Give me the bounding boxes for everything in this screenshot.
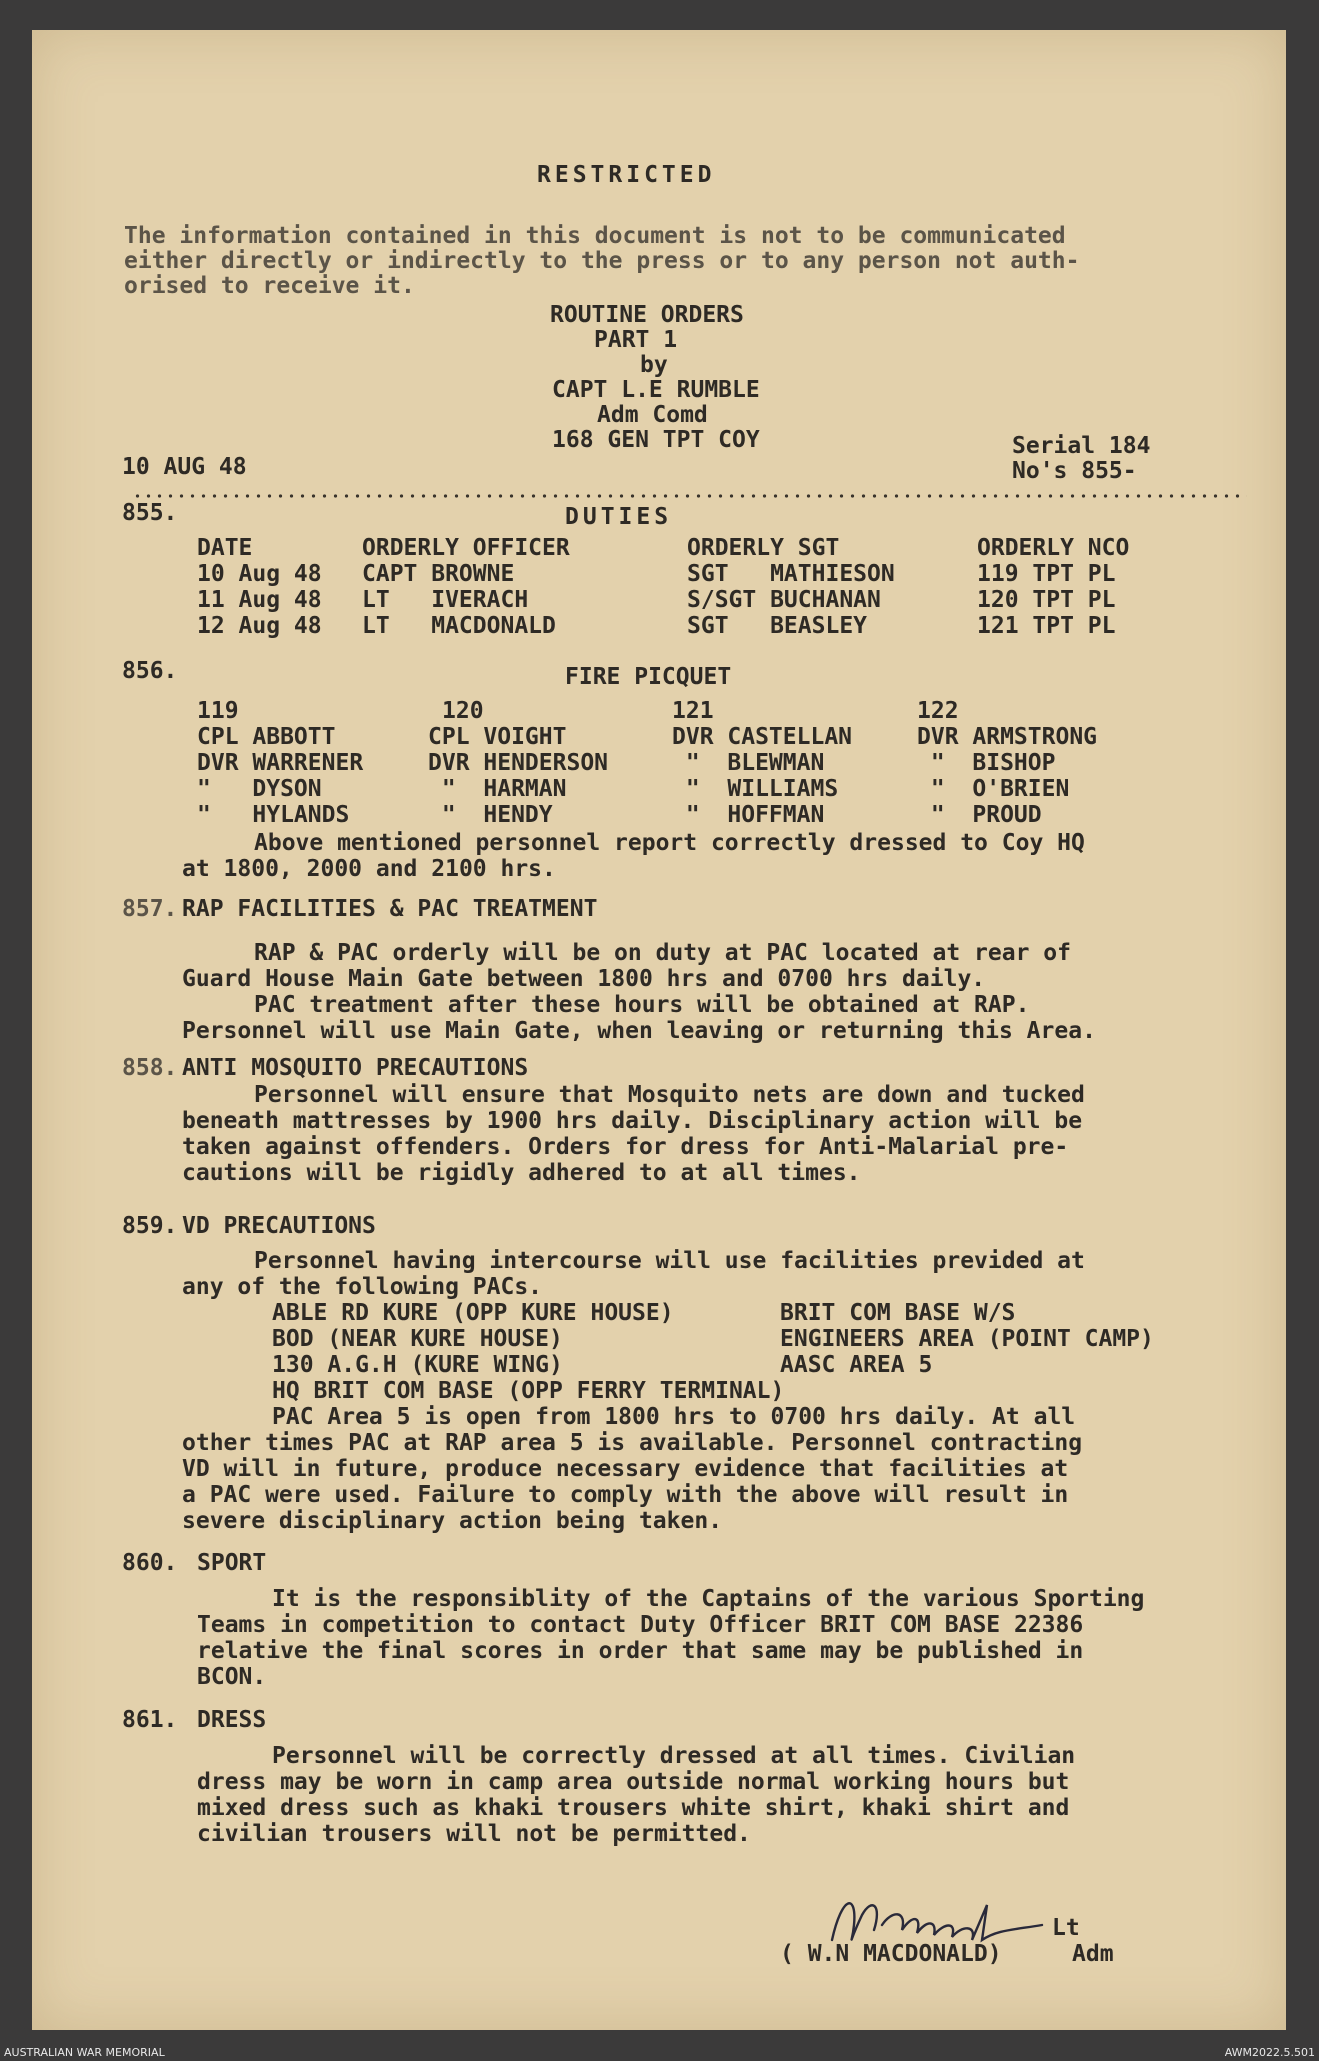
rap-line-1: RAP & PAC orderly will be on duty at PAC located at rear of (254, 940, 1071, 966)
picquet-col-3-unit: 121 (672, 698, 714, 724)
archive-credit: AUSTRALIAN WAR MEMORIAL (4, 2046, 165, 2059)
picquet-col-2-line-3: " HARMAN (428, 776, 567, 802)
duties-header-date: DATE (197, 535, 253, 561)
mosquito-line-4: cautions will be rigidly adhered to at all times. (182, 1160, 861, 1186)
picquet-col-3-line-4: " HOFFMAN (672, 802, 825, 828)
dress-line-2: dress may be worn in camp area outside normal working hours but (197, 1769, 1070, 1795)
section-title-fire-picquet: FIRE PICQUET (565, 664, 732, 690)
vd-line-7: severe disciplinary action being taken. (182, 1508, 723, 1534)
sport-line-3: relative the final scores in order that same may be published in (197, 1638, 1084, 1664)
pac-location-7: AASC AREA 5 (780, 1352, 933, 1378)
section-title-rap: RAP FACILITIES & PAC TREATMENT (182, 896, 598, 922)
duties-row-2-officer: LT IVERACH (362, 587, 529, 613)
title-line-2: PART 1 (594, 327, 678, 353)
picquet-col-1-line-2: DVR WARRENER (197, 750, 364, 776)
section-number-858: 858. (122, 1055, 178, 1081)
rap-line-3: PAC treatment after these hours will be obtained at RAP. (254, 992, 1030, 1018)
mosquito-line-2: beneath mattresses by 1900 hrs daily. Disciplinary action will be (182, 1108, 1083, 1134)
picquet-col-1-unit: 119 (197, 698, 239, 724)
duties-row-2-date: 11 Aug 48 (197, 587, 322, 613)
dress-line-4: civilian trousers will not be permitted. (197, 1821, 751, 1847)
pac-location-5: BRIT COM BASE W/S (780, 1300, 1016, 1326)
title-line-5: Adm Comd (597, 402, 708, 428)
notice-line-2: either directly or indirectly to the press or to any person not auth- (124, 248, 1080, 274)
sport-line-1: It is the responsiblity of the Captains of the various Sporting (272, 1586, 1145, 1612)
pac-location-4: HQ BRIT COM BASE (OPP FERRY TERMINAL) (272, 1378, 785, 1404)
document-page (32, 30, 1286, 2030)
vd-line-2: any of the following PACs. (182, 1274, 543, 1300)
duties-row-3-nco: 121 TPT PL (977, 613, 1116, 639)
duties-row-3-sgt: SGT BEASLEY (687, 613, 868, 639)
title-line-1: ROUTINE ORDERS (550, 302, 744, 328)
section-number-855: 855. (122, 500, 178, 526)
rap-line-2: Guard House Main Gate between 1800 hrs and 0700 hrs daily. (182, 966, 986, 992)
picquet-col-4-line-2: " BISHOP (917, 750, 1056, 776)
archive-reference: AWM2022.5.501 (1224, 2046, 1315, 2059)
vd-line-4: other times PAC at RAP area 5 is available. Personnel contracting (182, 1430, 1083, 1456)
section-title-vd: VD PRECAUTIONS (182, 1213, 376, 1239)
serial-numbers-range: No's 855- (1012, 458, 1137, 484)
serial-number: Serial 184 (1012, 433, 1151, 459)
title-line-4: CAPT L.E RUMBLE (552, 377, 760, 403)
duties-header-sgt: ORDERLY SGT (687, 535, 840, 561)
duties-row-2-nco: 120 TPT PL (977, 587, 1116, 613)
notice-line-1: The information contained in this document is not to be communicated (124, 223, 1066, 249)
picquet-col-1-line-1: CPL ABBOTT (197, 724, 336, 750)
duties-row-1-sgt: SGT MATHIESON (687, 561, 895, 587)
dress-line-3: mixed dress such as khaki trousers white shirt, khaki shirt and (197, 1795, 1070, 1821)
section-title-dress: DRESS (197, 1707, 267, 1733)
picquet-col-4-line-1: DVR ARMSTRONG (917, 724, 1098, 750)
duties-row-1-officer: CAPT BROWNE (362, 561, 515, 587)
vd-line-3: PAC Area 5 is open from 1800 hrs to 0700 hrs daily. At all (272, 1404, 1076, 1430)
section-number-857: 857. (122, 896, 178, 922)
picquet-col-2-unit: 120 (442, 698, 484, 724)
picquet-col-1-line-4: " HYLANDS (197, 802, 350, 828)
signature-rank: Lt (1052, 1915, 1080, 1941)
duties-row-1-date: 10 Aug 48 (197, 561, 322, 587)
rap-line-4: Personnel will use Main Gate, when leaving or returning this Area. (182, 1018, 1096, 1044)
sport-line-2: Teams in competition to contact Duty Officer BRIT COM BASE 22386 (197, 1612, 1084, 1638)
picquet-col-2-line-1: CPL VOIGHT (428, 724, 567, 750)
picquet-note-line-1: Above mentioned personnel report correctly dressed to Coy HQ (254, 830, 1085, 856)
vd-line-1: Personnel having intercourse will use facilities previded at (254, 1248, 1085, 1274)
dotted-divider (132, 493, 1247, 499)
picquet-col-4-line-4: " PROUD (917, 802, 1042, 828)
vd-line-6: a PAC were used. Failure to comply with the above will result in (182, 1482, 1069, 1508)
signature-appointment: Adm (1072, 1941, 1114, 1967)
pac-location-2: BOD (NEAR KURE HOUSE) (272, 1326, 563, 1352)
title-line-3: by (640, 352, 668, 378)
picquet-note-line-2: at 1800, 2000 and 2100 hrs. (182, 856, 556, 882)
picquet-col-3-line-3: " WILLIAMS (672, 776, 839, 802)
picquet-col-3-line-2: " BLEWMAN (672, 750, 825, 776)
pac-location-1: ABLE RD KURE (OPP KURE HOUSE) (272, 1300, 674, 1326)
signature-name: ( W.N MACDONALD) (780, 1941, 1002, 1967)
notice-line-3: orised to receive it. (124, 273, 415, 299)
section-number-859: 859. (122, 1213, 178, 1239)
vd-line-5: VD will in future, produce necessary evidence that facilities at (182, 1456, 1069, 1482)
duties-header-nco: ORDERLY NCO (977, 535, 1130, 561)
picquet-col-4-unit: 122 (917, 698, 959, 724)
section-title-mosquito: ANTI MOSQUITO PRECAUTIONS (182, 1055, 529, 1081)
document-date: 10 AUG 48 (122, 454, 247, 480)
picquet-col-2-line-4: " HENDY (428, 802, 553, 828)
section-title-duties: DUTIES (565, 504, 673, 530)
picquet-col-1-line-3: " DYSON (197, 776, 322, 802)
section-title-sport: SPORT (197, 1550, 267, 1576)
mosquito-line-1: Personnel will ensure that Mosquito nets are down and tucked (254, 1082, 1085, 1108)
section-number-861: 861. (122, 1707, 178, 1733)
picquet-col-4-line-3: " O'BRIEN (917, 776, 1070, 802)
section-number-860: 860. (122, 1550, 178, 1576)
duties-row-3-officer: LT MACDONALD (362, 613, 556, 639)
duties-row-3-date: 12 Aug 48 (197, 613, 322, 639)
duties-header-officer: ORDERLY OFFICER (362, 535, 570, 561)
dress-line-1: Personnel will be correctly dressed at all times. Civilian (272, 1743, 1076, 1769)
mosquito-line-3: taken against offenders. Orders for dress for Anti-Malarial pre- (182, 1134, 1069, 1160)
section-number-856: 856. (122, 658, 178, 684)
title-line-6: 168 GEN TPT COY (552, 427, 760, 453)
classification-heading: RESTRICTED (537, 162, 716, 188)
picquet-col-3-line-1: DVR CASTELLAN (672, 724, 853, 750)
pac-location-6: ENGINEERS AREA (POINT CAMP) (780, 1326, 1154, 1352)
picquet-col-2-line-2: DVR HENDERSON (428, 750, 609, 776)
sport-line-4: BCON. (197, 1664, 267, 1690)
pac-location-3: 130 A.G.H (KURE WING) (272, 1352, 563, 1378)
duties-row-1-nco: 119 TPT PL (977, 561, 1116, 587)
duties-row-2-sgt: S/SGT BUCHANAN (687, 587, 881, 613)
